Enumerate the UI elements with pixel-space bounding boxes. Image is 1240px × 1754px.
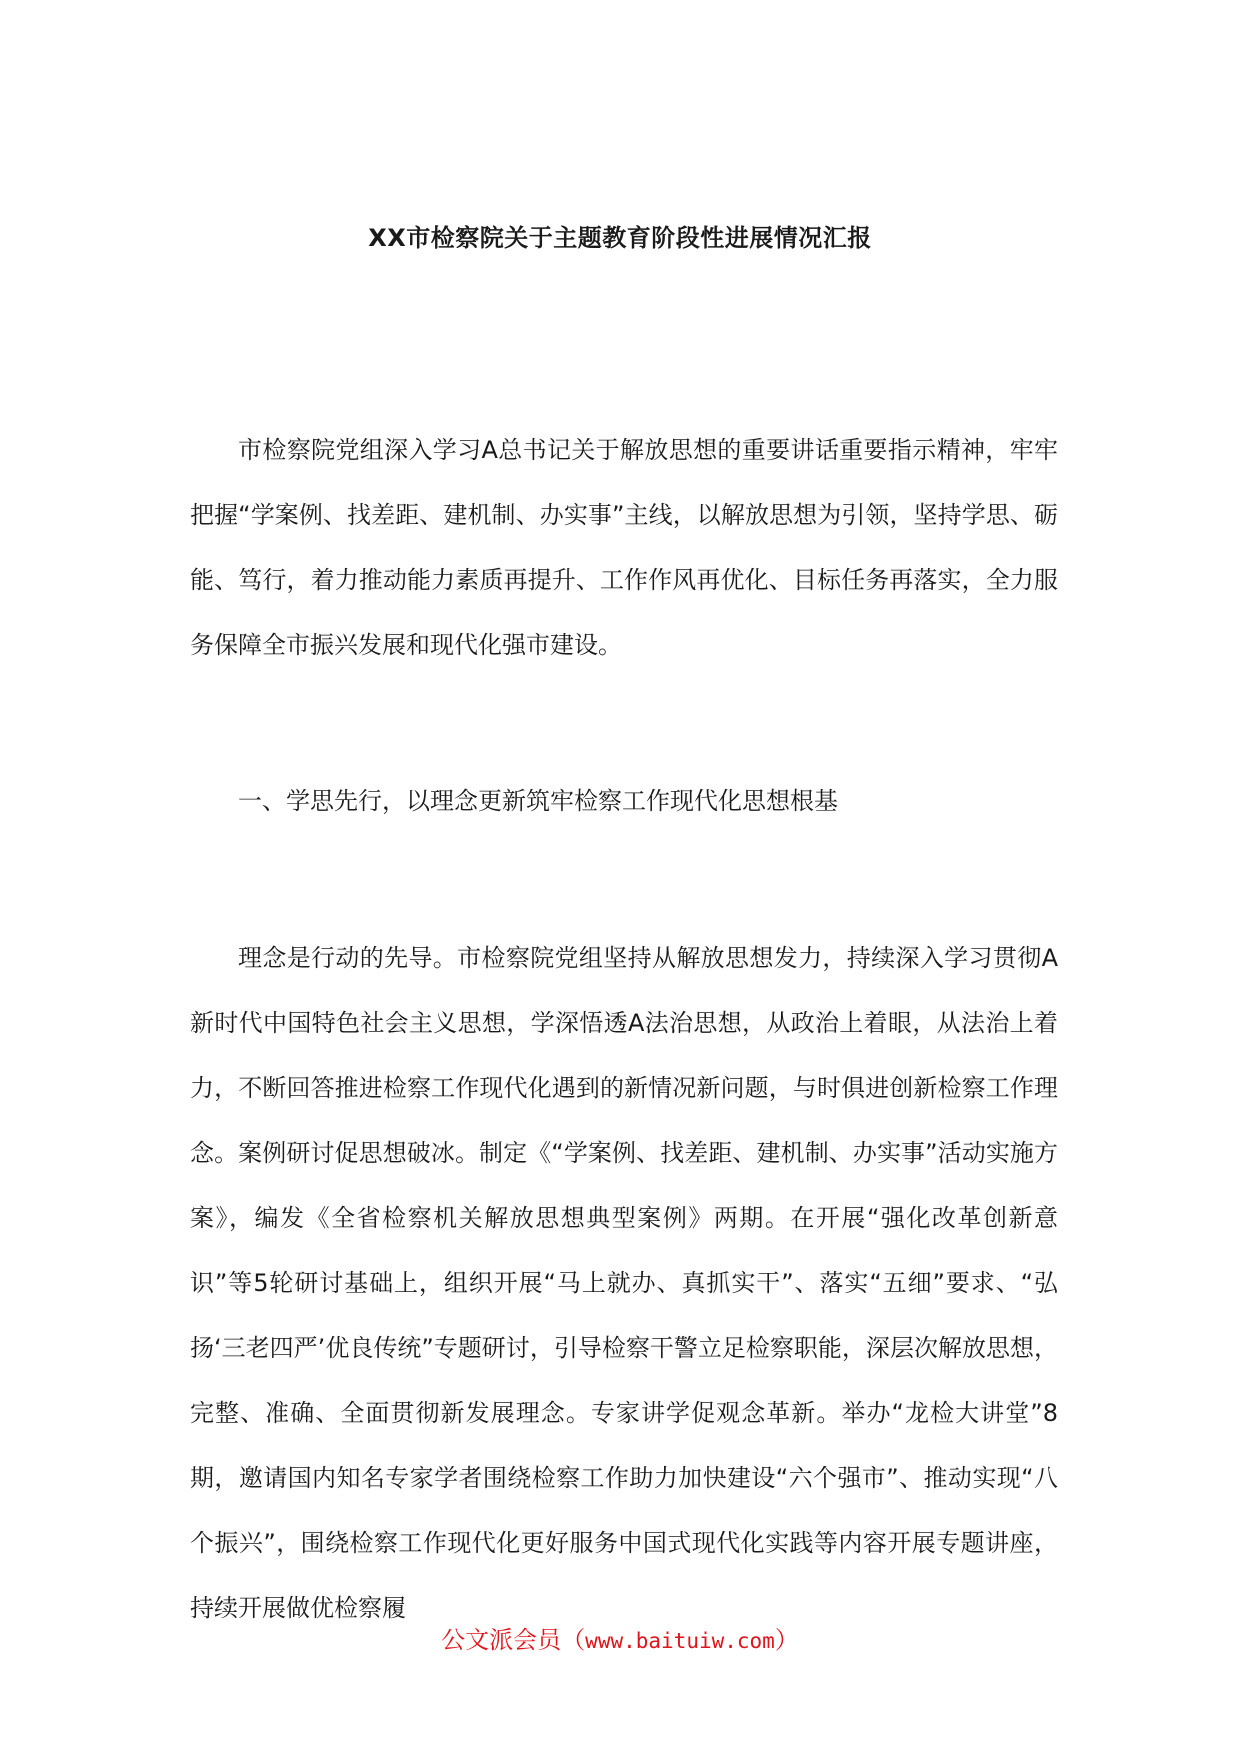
intro-paragraph: 市检察院党组深入学习A总书记关于解放思想的重要讲话重要指示精神，牢牢把握“学案例、找差距、建机制、办实事”主线，以解放思想为引领，坚持学思、砺能、笃行，着力推动能力素质再提升、工作作风再优化、目标任务再落实，全力服务保障全市振兴发展和现代化强市建设。 bbox=[190, 436, 1058, 659]
footer-suffix: ） bbox=[774, 1626, 799, 1654]
document-title: XX市检察院关于主题教育阶段性进展情况汇报 bbox=[368, 224, 872, 252]
paragraph-spacer bbox=[190, 834, 1058, 926]
footer-prefix: 公文派会员（ bbox=[441, 1626, 586, 1654]
paragraph-spacer bbox=[190, 678, 1058, 769]
footer-watermark bbox=[0, 1620, 1240, 1655]
section-heading: 一、学思先行，以理念更新筑牢检察工作现代化思想根基 bbox=[238, 787, 838, 815]
document-body bbox=[190, 418, 1058, 1641]
footer-url: www.baituiw.com bbox=[585, 1629, 775, 1653]
section-body-paragraph: 理念是行动的先导。市检察院党组坚持从解放思想发力，持续深入学习贯彻A新时代中国特色社会主义思想，学深悟透A法治思想，从政治上着眼，从法治上着力，不断回答推进检察工作现代化遇到的新情况新问题，与时俱进创新检察工作理念。案例研讨促思想破冰。制定《“学案例、找差距、建机制、办实事”活动实施方案》，编发《全省检察机关解放思想典型案例》两期。在开展“强化改革创新意识”等5轮研讨基础上，组织开展“马上就办、真抓实干”、落实“五细”要求、“弘扬‘三老四严’优良传统”专题研讨，引导检察干警立足检察职能，深层次解放思想，完整、准确、全面贯彻新发展理念。专家讲学促观念革新。举办“龙检大讲堂”8期，邀请国内知名专家学者围绕检察工作助力加快建设“六个强市”、推动实现“八个振兴”，围绕检察工作现代化更好服务中国式现代化实践等内容开展专题讲座，持续开展做优检察履 bbox=[190, 944, 1058, 1622]
